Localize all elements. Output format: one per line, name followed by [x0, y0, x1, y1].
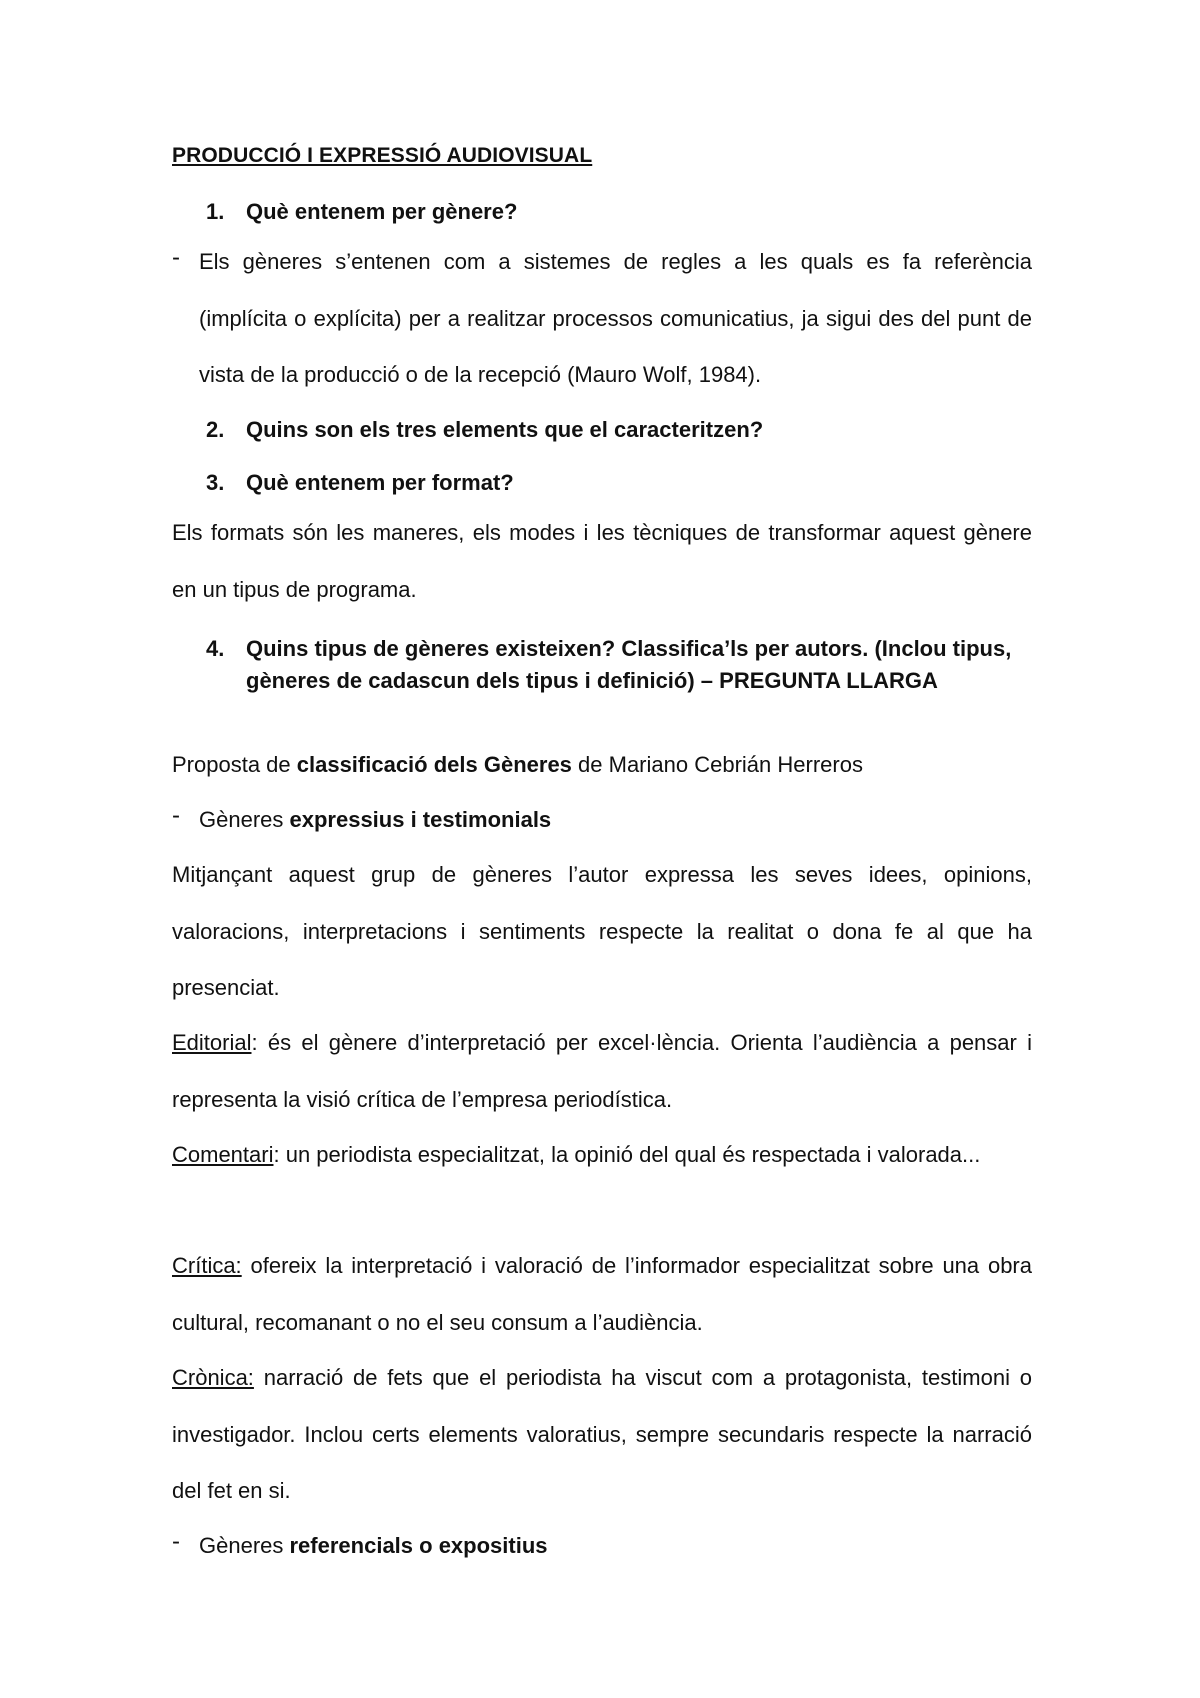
question-3 [206, 467, 1026, 499]
comentari-definition [172, 1127, 1032, 1184]
critica-definition [172, 1238, 1032, 1351]
question-2-number: 2. [206, 417, 225, 442]
critica-text: ofereix la interpretació i valoració de l’informador especialitzat sobre una obra cultural, recomanant o no el seu consum a l’audiència. [172, 1253, 1032, 1335]
editorial-definition [172, 1015, 1032, 1128]
group-2-heading [172, 1518, 1032, 1575]
group-2-pre: Gèneres [199, 1533, 290, 1558]
cronica-text: narració de fets que el periodista ha viscut com a protagonista, testimoni o investigador. Inclou certs elements valoratius, sempre secundaris respecte la narració del fet en si. [172, 1365, 1032, 1503]
question-1-number: 1. [206, 199, 225, 224]
question-4 [206, 633, 1026, 697]
comentari-text: : un periodista especialitzat, la opinió del qual és respectada i valorada... [273, 1142, 981, 1167]
question-3-answer: Els formats són les maneres, els modes i les tècniques de transformar aquest gènere en un tipus de programa. [172, 520, 1032, 602]
proposal-pre: Proposta de [172, 752, 297, 777]
question-1-answer [172, 234, 1032, 404]
proposal-bold: classificació dels Gèneres [296, 752, 572, 777]
dash-bullet: - [172, 1528, 180, 1555]
proposal-line [172, 737, 1032, 794]
editorial-text: : és el gènere d’interpretació per excel·lència. Orienta l’audiència a pensar i representa la visió crítica de l’empresa periodística. [172, 1030, 1032, 1112]
editorial-term: Editorial [172, 1030, 252, 1055]
question-3-number: 3. [206, 470, 225, 495]
group-2-bold: referencials o expositius [289, 1533, 548, 1558]
question-4-text: Quins tipus de gèneres existeixen? Classifica’ls per autors. (Inclou tipus, gèneres de cadascun dels tipus i definició) – PREGUNTA LLARGA [246, 636, 1012, 693]
question-1-text: Què entenem per gènere? [246, 199, 518, 224]
question-3-text: Què entenem per format? [246, 470, 514, 495]
question-2 [206, 414, 1026, 446]
group-1-pre: Gèneres [199, 807, 290, 832]
group-1-bold: expressius i testimonials [289, 807, 552, 832]
question-4-number: 4. [206, 636, 225, 661]
dash-bullet: - [172, 802, 180, 829]
document-title: PRODUCCIÓ I EXPRESSIÓ AUDIOVISUAL [172, 144, 593, 167]
question-1-answer-text: Els gèneres s’entenen com a sistemes de regles a les quals es fa referència (implícita o explícita) per a realitzar processos comunicatius, ja sigui des del punt de vista de la producció o de la recepció (Mauro Wolf, 1984). [199, 249, 1032, 387]
proposal-post: de Mariano Cebrián Herreros [571, 752, 863, 777]
group-1-heading [172, 792, 1032, 849]
question-2-text: Quins son els tres elements que el caracteritzen? [246, 417, 764, 442]
comentari-term: Comentari [172, 1142, 274, 1167]
critica-term: Crítica: [172, 1253, 242, 1278]
group-1-intro: Mitjançant aquest grup de gèneres l’autor expressa les seves idees, opinions, valoracions, interpretacions i sentiments respecte la realitat o dona fe al que ha presenciat. [172, 862, 1032, 1000]
cronica-term: Crònica: [172, 1365, 254, 1390]
question-1 [206, 196, 1026, 228]
cronica-definition [172, 1350, 1032, 1520]
dash-bullet: - [172, 244, 180, 271]
